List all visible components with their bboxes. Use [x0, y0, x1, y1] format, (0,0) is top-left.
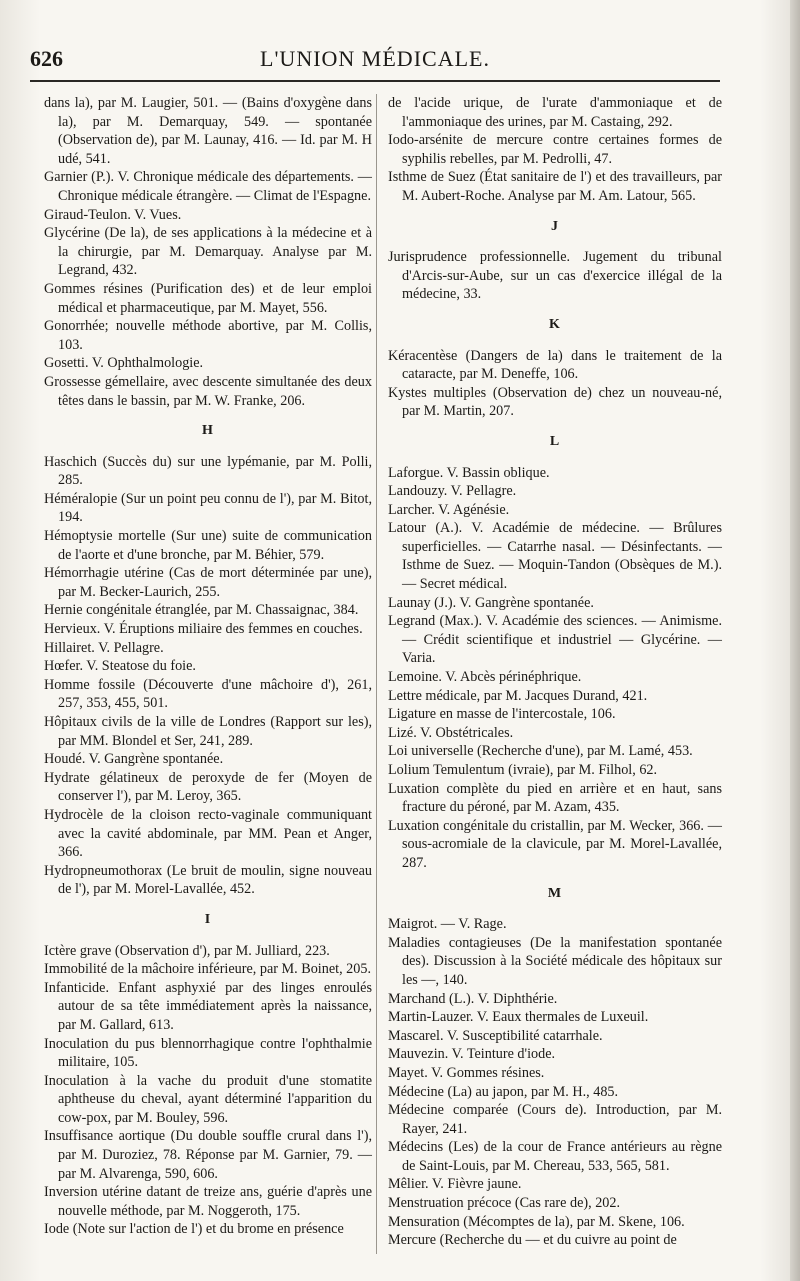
index-entry: Mascarel. V. Susceptibilité catarrhale.	[388, 1027, 603, 1044]
index-entry: Médecins (Les) de la cour de France antérieurs au règne de Saint-Louis, par M. Chereau, 533, 565, 581.	[388, 1139, 722, 1174]
section-letter: H	[202, 423, 214, 439]
index-entry: dans la), par M. Laugier, 501. — (Bains d'oxygène dans la), par M. Demarquay, 549. — spontanée (Observation de), par M. Launay, 416. — Id. par M. H udé, 541.	[44, 95, 372, 167]
index-entry: Immobilité de la mâchoire inférieure, par M. Boinet, 205.	[44, 961, 371, 978]
index-entry: Iode (Note sur l'action de l') et du brome en présence	[44, 1221, 344, 1238]
index-entry: Gosetti. V. Ophthalmologie.	[44, 355, 204, 372]
index-column-right	[388, 94, 722, 1250]
index-entry: de l'acide urique, de l'urate d'ammoniaque et de l'ammoniaque des urines, par M. Castaing, 292.	[388, 95, 722, 130]
column-divider	[376, 94, 377, 1254]
index-entry: Hôpitaux civils de la ville de Londres (Rapport sur les), par MM. Blondel et Ser, 241, 289.	[44, 714, 372, 749]
index-entry: Loi universelle (Recherche d'une), par M. Lamé, 453.	[388, 743, 693, 760]
index-entry: Houdé. V. Gangrène spontanée.	[44, 751, 224, 768]
index-entry: Hémorrhagie utérine (Cas de mort déterminée par une), par M. Becker-Laurich, 255.	[44, 565, 372, 600]
index-entry: Lolium Temulentum (ivraie), par M. Filhol, 62.	[388, 762, 658, 778]
index-entry: Médecine (La) au japon, par M. H., 485.	[388, 1083, 619, 1100]
index-entry: Maigrot. — V. Rage.	[388, 916, 507, 933]
index-entry: Larcher. V. Agénésie.	[388, 501, 510, 518]
index-entry: Luxation complète du pied en arrière et en haut, sans fracture du péroné, par M. Azam, 435.	[388, 780, 722, 816]
index-entry: Glycérine (De la), de ses applications à la médecine et à la chirurgie, par M. Demarquay. Analyse par M. Legrand, 432.	[44, 225, 372, 279]
index-entry: Lettre médicale, par M. Jacques Durand, 421.	[388, 687, 648, 704]
index-entry: Kystes multiples (Observation de) chez un nouveau-né, par M. Martin, 207.	[388, 384, 722, 420]
section-letter: I	[204, 911, 212, 927]
section-letter: J	[551, 218, 559, 234]
index-entry: Jurisprudence professionnelle. Jugement du tribunal d'Arcis-sur-Aube, sur un cas d'exercice illégal de la médecine, 33.	[388, 249, 722, 303]
page-header	[30, 46, 720, 82]
index-entry: Hernie congénitale étranglée, par M. Chassaignac, 384.	[44, 602, 359, 619]
index-entry: Grossesse gémellaire, avec descente simultanée des deux têtes dans le bassin, par M. W. Franke, 206.	[44, 373, 372, 409]
index-entry: Hœfer. V. Steatose du foie.	[44, 658, 196, 675]
index-entry: Mauvezin. V. Teinture d'iode.	[388, 1046, 556, 1063]
index-entry: Hydrate gélatineux de peroxyde de fer (Moyen de conserver l'), par M. Leroy, 365.	[44, 769, 372, 805]
index-entry: Haschich (Succès du) sur une lypémanie, par M. Polli, 285.	[44, 453, 372, 489]
index-entry: Menstruation précoce (Cas rare de), 202.	[388, 1195, 621, 1212]
index-entry: Garnier (P.). V. Chronique médicale des départements. — Chronique médicale étrangère. — Climat de l'Espagne.	[44, 169, 372, 204]
index-entry: Hydrocèle de la cloison recto-vaginale communiquant avec la cavité abdominale, par MM. Pean et Anger, 366.	[44, 806, 372, 861]
index-entry: Lizé. V. Obstétricales.	[388, 724, 514, 741]
index-entry: Martin-Lauzer. V. Eaux thermales de Luxeuil.	[388, 1009, 649, 1026]
index-column-left	[44, 94, 372, 1239]
index-entry: Gonorrhée; nouvelle méthode abortive, par M. Collis, 103.	[44, 318, 372, 353]
index-entry: Insuffisance aortique (Du double souffle crural dans l'), par M. Duroziez, 78. Réponse par M. Garnier, 79. — par M. Alvarenga, 590, 606.	[44, 1128, 372, 1182]
index-entry: Latour (A.). V. Académie de médecine. — Brûlures superficielles. — Catarrhe nasal. — Désinfectants. — Isthme de Suez. — Moquin-Tandon (Obsèques de M.). — Secret médical.	[388, 520, 722, 593]
index-entry: Launay (J.). V. Gangrène spontanée.	[388, 594, 594, 611]
index-entry: Maladies contagieuses (De la manifestation spontanée des). Discussion à la Société médicale des hôpitaux sur les —, 140.	[388, 934, 722, 988]
index-entry: Isthme de Suez (État sanitaire de l') et des travailleurs, par M. Aubert-Roche. Analyse par M. Am. Latour, 565.	[388, 169, 722, 204]
index-entry: Marchand (L.). V. Diphthérie.	[388, 990, 558, 1007]
index-entry: Giraud-Teulon. V. Vues.	[44, 206, 182, 223]
index-entry: Mayet. V. Gommes résines.	[388, 1064, 545, 1081]
index-entry: Inoculation du pus blennorrhagique contre l'ophthalmie militaire, 105.	[44, 1035, 372, 1071]
index-entry: Mêlier. V. Fièvre jaune.	[388, 1176, 522, 1193]
index-entry: Infanticide. Enfant asphyxié par des linges enroulés autour de sa tête immédiatement après la naissance, par M. Gallard, 613.	[44, 979, 372, 1033]
index-entry: Gommes résines (Purification des) et de leur emploi médical et pharmaceutique, par M. Mayet, 556.	[44, 280, 372, 316]
index-entry: Médecine comparée (Cours de). Introduction, par M. Rayer, 241.	[388, 1102, 722, 1137]
index-entry: Inoculation à la vache du produit d'une stomatite aphtheuse du cheval, ayant déterminé l'apparition du cow-pox, par M. Bouley, 596.	[44, 1072, 372, 1126]
index-entry: Lemoine. V. Abcès périnéphrique.	[388, 669, 582, 686]
running-title: L'UNION MÉDICALE.	[260, 46, 490, 71]
index-entry: Inversion utérine datant de treize ans, guérie d'après une nouvelle méthode, par M. Noggeroth, 175.	[44, 1184, 372, 1219]
index-entry: Héméralopie (Sur un point peu connu de l'), par M. Bitot, 194.	[44, 490, 372, 526]
index-entry: Hémoptysie mortelle (Sur une) suite de communication de l'aorte et d'une bronche, par M. Béhier, 579.	[44, 528, 372, 563]
index-entry: Hillairet. V. Pellagre.	[44, 639, 164, 656]
index-entry: Mensuration (Mécomptes de la), par M. Skene, 106.	[388, 1213, 685, 1230]
index-entry: Luxation congénitale du cristallin, par M. Wecker, 366. — sous-acromiale de la clavicule, par M. Morel-Lavallée, 287.	[388, 817, 722, 871]
index-entry: Hervieux. V. Éruptions miliaire des femmes en couches.	[44, 621, 363, 638]
index-entry: Hydropneumothorax (Le bruit de moulin, signe nouveau de l'), par M. Morel-Lavallée, 452.	[44, 862, 372, 898]
section-letter: K	[549, 316, 561, 332]
index-entry: Homme fossile (Découverte d'une mâchoire d'), 261, 257, 353, 455, 501.	[44, 676, 372, 712]
index-entry: Mercure (Recherche du — et du cuivre au point de	[388, 1232, 677, 1249]
index-entry: Ligature en masse de l'intercostale, 106.	[388, 706, 616, 723]
section-letter: M	[547, 885, 563, 901]
index-entry: Ictère grave (Observation d'), par M. Julliard, 223.	[44, 942, 330, 959]
index-entry: Kéracentèse (Dangers de la) dans le traitement de la cataracte, par M. Deneffe, 106.	[388, 347, 722, 383]
page-number: 626	[30, 46, 63, 71]
page-edge	[790, 0, 800, 1281]
index-entry: Landouzy. V. Pellagre.	[388, 483, 517, 500]
index-entry: Legrand (Max.). V. Académie des sciences. — Animisme. — Crédit scientifique et industriel — Glycérine. — Varia.	[388, 613, 722, 667]
index-entry: Laforgue. V. Bassin oblique.	[388, 464, 550, 481]
section-letter: L	[549, 433, 561, 449]
index-entry: Iodo-arsénite de mercure contre certaines formes de syphilis rebelles, par M. Pedrolli, 47.	[388, 132, 722, 167]
